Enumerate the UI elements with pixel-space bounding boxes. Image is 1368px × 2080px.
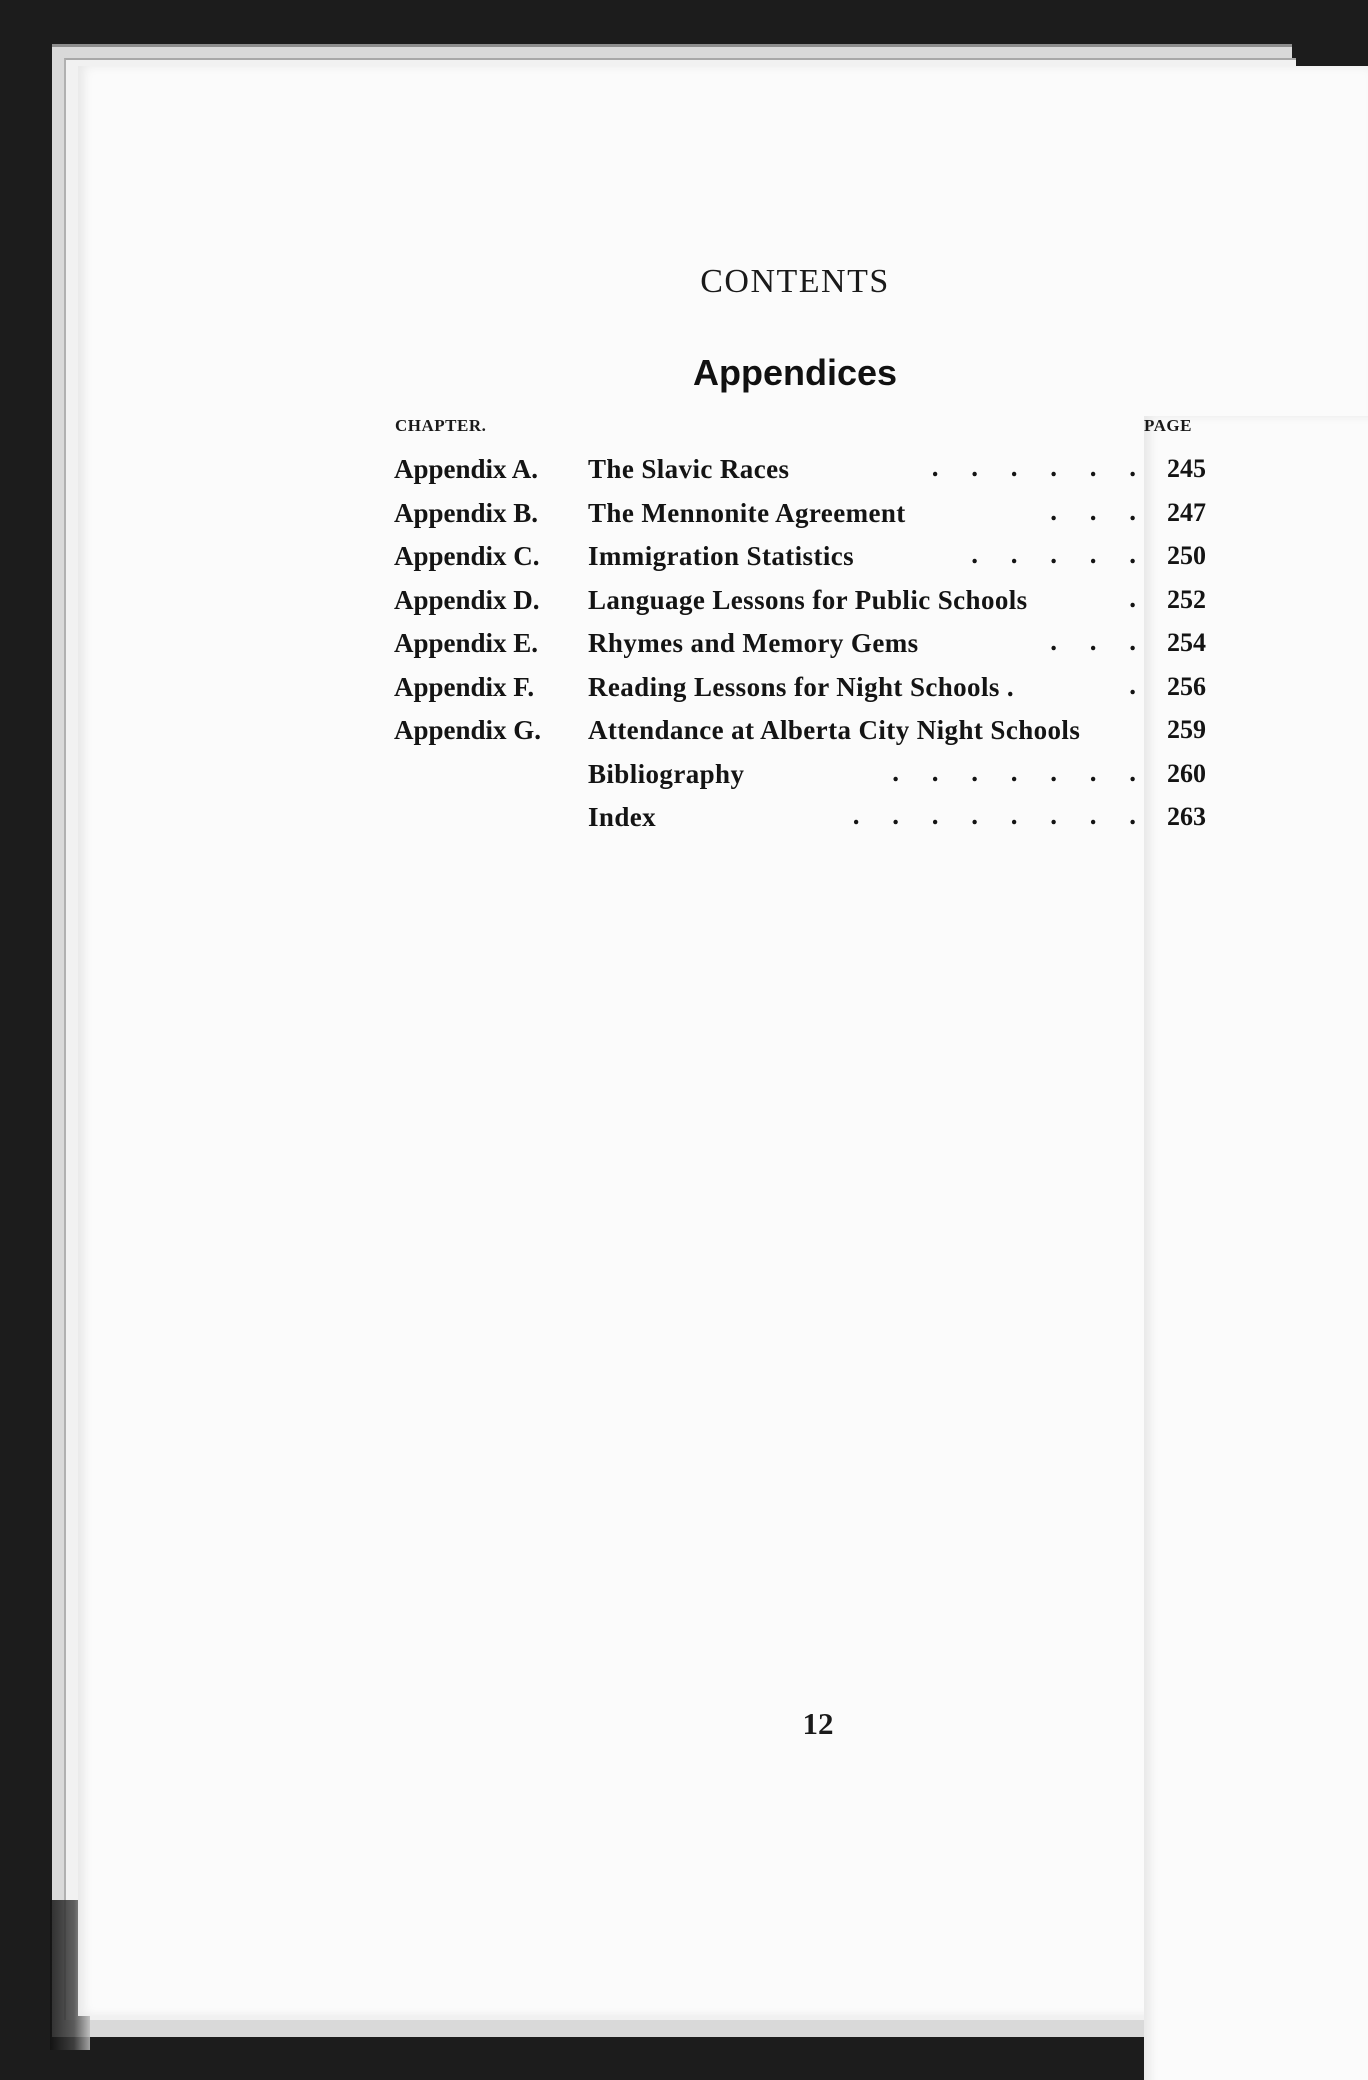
toc-entry-appendix-g — [394, 709, 1206, 753]
section-title: Appendices — [692, 352, 898, 393]
toc-page-number: 254 — [1167, 628, 1206, 657]
page-number: 12 — [802, 1706, 834, 1741]
toc-entry-appendix-a — [394, 448, 1206, 492]
toc-entry-appendix-f — [394, 666, 1206, 710]
toc-leaders: . . . . . . . — [892, 756, 1136, 787]
toc-title: The Mennonite Agreement — [588, 497, 906, 528]
toc-page-number: 260 — [1167, 758, 1206, 788]
toc-entry-appendix-c — [394, 535, 1206, 579]
toc-leaders: . . . — [1050, 495, 1136, 526]
toc-leaders: . . . . . . . . — [852, 800, 1136, 830]
toc-chapter-label: Appendix F. — [394, 671, 535, 702]
toc-leaders: . . . . . — [971, 539, 1136, 569]
toc-chapter-label: Appendix G. — [394, 715, 542, 745]
toc-leaders: . — [1129, 669, 1136, 700]
toc-entry-appendix-e — [394, 622, 1206, 666]
toc-page-number: 247 — [1167, 497, 1206, 527]
toc-title: Immigration Statistics — [588, 541, 855, 571]
toc-entry-appendix-d — [394, 579, 1206, 623]
toc-entry-appendix-b — [394, 492, 1206, 536]
toc-title: Language Lessons for Public Schools — [588, 584, 1028, 615]
toc-leaders: . . . — [1050, 626, 1136, 656]
toc-leaders: . . . . . . — [931, 452, 1136, 482]
toc-page-number: 245 — [1167, 454, 1206, 483]
toc-entry-index — [394, 796, 1206, 840]
toc-title: Rhymes and Memory Gems — [588, 628, 919, 658]
chapter-column-header: CHAPTER. — [395, 416, 487, 435]
toc-leaders: . — [1129, 582, 1136, 613]
toc-page-number: 250 — [1167, 541, 1206, 570]
toc-page-number: 263 — [1167, 802, 1206, 831]
toc-title: The Slavic Races — [588, 454, 790, 484]
toc-chapter-label: Appendix B. — [394, 497, 539, 528]
toc-chapter-label: Appendix D. — [394, 584, 540, 615]
toc-chapter-label: Appendix E. — [394, 628, 539, 658]
toc-entry-bibliography — [394, 753, 1206, 797]
table-of-contents — [394, 448, 1206, 840]
toc-page-number: 256 — [1167, 671, 1206, 701]
toc-title: Index — [588, 802, 657, 832]
toc-title: Reading Lessons for Night Schools . — [588, 671, 1015, 702]
toc-title: Attendance at Alberta City Night Schools — [588, 715, 1081, 745]
toc-chapter-label: Appendix C. — [394, 541, 540, 571]
toc-title: Bibliography — [588, 758, 745, 789]
toc-page-number: 252 — [1167, 584, 1206, 614]
toc-page-number: 259 — [1167, 715, 1206, 744]
contents-heading: CONTENTS — [700, 263, 890, 300]
toc-chapter-label: Appendix A. — [394, 454, 539, 484]
page-column-header: PAGE — [1144, 416, 1368, 2080]
